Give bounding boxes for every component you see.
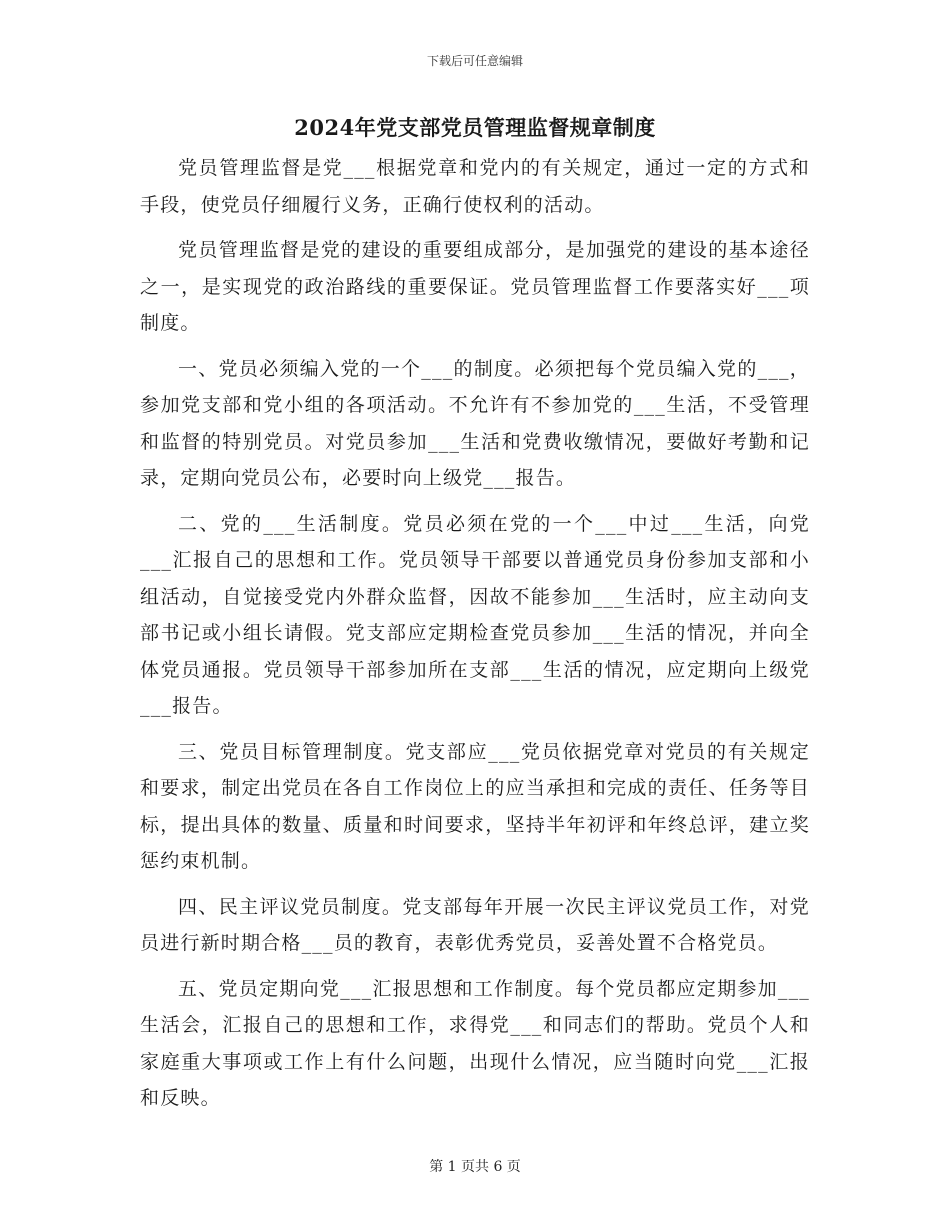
paragraph-section-3: 三、党员目标管理制度。党支部应___党员依据党章对党员的有关规定和要求，制定出党员在各自工作岗位上的应当承担和完成的责任、任务等目标，提出具体的数量、质量和时间要求，坚持半年初评和年终总评，建立奖惩约束机制。 bbox=[140, 740, 810, 872]
page-indicator: 第 1 页共 6 页 bbox=[429, 1159, 521, 1175]
document-title: 2024年党支部党员管理监督规章制度 bbox=[294, 115, 656, 140]
document-body bbox=[140, 150, 810, 1126]
paragraph-intro-1: 党员管理监督是党___根据党章和党内的有关规定，通过一定的方式和手段，使党员仔细履行义务，正确行使权利的活动。 bbox=[140, 157, 810, 216]
paragraph-section-4: 四、民主评议党员制度。党支部每年开展一次民主评议党员工作，对党员进行新时期合格___员的教育，表彰优秀党员，妥善处置不合格党员。 bbox=[140, 895, 810, 954]
header-note: 下载后可任意编辑 bbox=[426, 54, 523, 68]
paragraph-section-2: 二、党的___生活制度。党员必须在党的一个___中过___生活，向党___汇报自己的思想和工作。党员领导干部要以普通党员身份参加支部和小组活动，自觉接受党内外群众监督，因故不能参加___生活时，应主动向支部书记或小组长请假。党支部应定期检查党员参加___生活的情况，并向全体党员通报。党员领导干部参加所在支部___生活的情况，应定期向上级党___报告。 bbox=[140, 512, 810, 717]
paragraph-section-1: 一、党员必须编入党的一个___的制度。必须把每个党员编入党的___，参加党支部和党小组的各项活动。不允许有不参加党的___生活，不受管理和监督的特别党员。对党员参加___生活和党费收缴情况，要做好考勤和记录，定期向党员公布，必要时向上级党___报告。 bbox=[140, 357, 810, 489]
paragraph-section-5: 五、党员定期向党___汇报思想和工作制度。每个党员都应定期参加___生活会，汇报自己的思想和工作，求得党___和同志们的帮助。党员个人和家庭重大事项或工作上有什么问题，出现什么情况，应当随时向党___汇报和反映。 bbox=[140, 977, 810, 1109]
paragraph-intro-2: 党员管理监督是党的建设的重要组成部分，是加强党的建设的基本途径之一，是实现党的政治路线的重要保证。党员管理监督工作要落实好___项制度。 bbox=[140, 239, 810, 334]
